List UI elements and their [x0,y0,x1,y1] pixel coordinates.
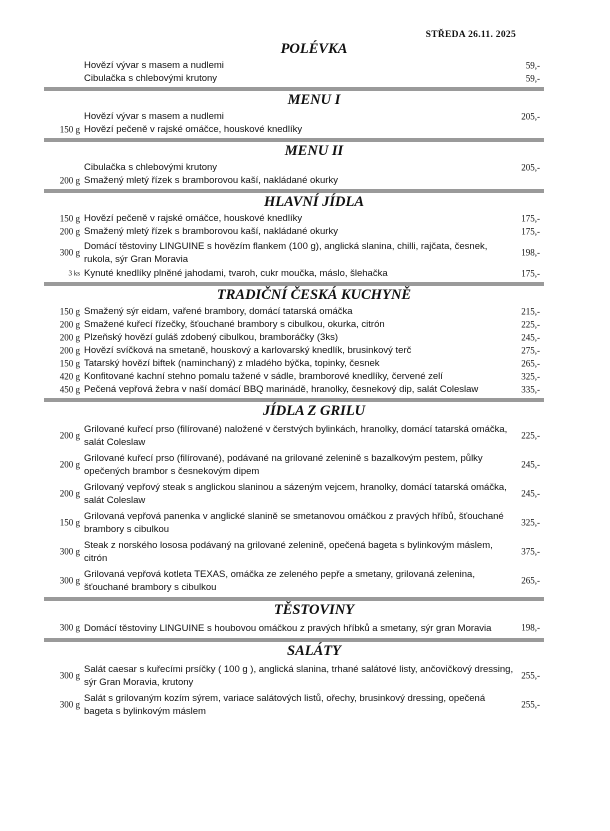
item-name: Smažené kuřecí řízečky, šťouchané brambory s cibulkou, okurka, citrón [84,319,385,330]
section-title: HLAVNÍ JÍDLA [263,194,365,210]
item-weight: 200 g [59,226,80,236]
item-name: Cibulačka s chlebovými krutony [84,73,218,84]
menu-item [44,212,544,225]
menu-item [44,110,544,123]
item-name: Salát caesar s kuřecími prsíčky ( 100 g ), anglická slanina, trhané salátové listy, ančovičkový dressing, sýr Gran Moravia, krutony [84,663,514,688]
section-title: POLÉVKA [280,41,348,57]
item-name: Salát s grilovaným kozím sýrem, variace salátových listů, ořechy, brusinkový dressing, opečená bageta s bylinkovým máslem [84,692,486,717]
item-weight: 200 g [59,175,80,185]
menu-item [44,508,544,537]
menu-item [44,620,544,636]
item-price: 205,- [521,162,540,172]
menu-item [44,72,544,85]
item-price: 205,- [521,111,540,121]
menu-item [44,344,544,357]
item-name: Pečená vepřová žebra v naší domácí BBQ marinádě, hranolky, česnekový dip, salát Coleslaw [84,384,479,395]
item-weight: 300 g [59,575,80,585]
item-price: 335,- [521,384,540,394]
item-weight: 200 g [59,345,80,355]
menu-item [44,331,544,344]
menu-item [44,421,544,450]
item-name: Steak z norského lososa podávaný na grilované zelenině, opečená bageta s bylinkovým máslem, citrón [84,539,493,564]
item-price: 215,- [521,306,540,316]
menu-item [44,174,544,187]
menu-item [44,225,544,238]
item-price: 325,- [521,517,540,527]
item-price: 225,- [521,430,540,440]
menu-item [44,238,544,267]
item-price: 59,- [525,60,540,70]
item-weight: 200 g [59,459,80,469]
item-name: Hovězí svíčková na smetaně, houskový a karlovarský knedlík, brusinkový terč [84,345,412,356]
item-weight: 150 g [59,306,80,316]
item-name: Grilovaný vepřový steak s anglickou slaninou a sázeným vejcem, hranolky, domácí tatarská omáčka, salát Coleslaw [84,481,507,506]
menu-item [44,479,544,508]
menu-item [44,318,544,331]
item-weight: 300 g [59,699,80,709]
item-name: Hovězí pečeně v rajské omáčce, houskové knedlíky [84,124,303,135]
menu-item [44,566,544,595]
item-price: 198,- [521,622,540,633]
item-name: Plzeňský hovězí guláš zdobený cibulkou, bramboráčky (3ks) [84,332,338,343]
item-name: Grilované kuřecí prso (filírované), podávané na grilované zelenině s bazalkovým pestem, půlky opečených brambor s česnekovým dipem [84,452,483,477]
item-price: 175,- [521,268,540,278]
item-name: Tatarský hovězí biftek (naminchaný) z mladého býčka, topinky, česnek [84,358,380,369]
item-price: 255,- [521,699,540,709]
item-weight: 200 g [59,319,80,329]
item-weight: 200 g [59,332,80,342]
item-name: Hovězí vývar s masem a nudlemi [84,60,224,71]
item-price: 59,- [525,73,540,83]
item-name: Domácí těstoviny LINGUINE s houbovou omáčkou z pravých hříbků a smetany, sýr gran Moravia [84,622,492,634]
menu-item [44,450,544,479]
item-weight: 450 g [59,384,80,394]
item-price: 175,- [521,213,540,223]
item-name: Grilovaná vepřová kotleta TEXAS, omáčka ze zeleného pepře a smetany, grilovaná zelenina, šťouchané brambory s cibulkou [84,568,475,593]
item-weight: 150 g [59,213,80,223]
item-weight: 300 g [59,622,80,633]
menu-item [44,267,544,280]
item-name: Grilovaná vepřová panenka v anglické slanině se smetanovou omáčkou z pravých hříbů, šťouchané brambory s cibulkou [84,510,504,535]
menu-item [44,370,544,383]
menu-item [44,357,544,370]
item-price: 245,- [521,459,540,469]
item-price: 325,- [521,371,540,381]
item-price: 265,- [521,358,540,368]
item-name: Hovězí pečeně v rajské omáčce, houskové knedlíky [84,213,303,224]
menu-date: STŘEDA 26.11. 2025 [425,30,516,40]
item-price: 255,- [521,670,540,680]
item-price: 245,- [521,332,540,342]
item-price: 175,- [521,226,540,236]
item-name: Smažený mletý řízek s bramborovou kaší, nakládané okurky [84,226,338,237]
item-price: 265,- [521,575,540,585]
item-name: Smažený sýr eidam, vařené brambory, domácí tatarská omáčka [84,306,353,317]
item-weight: 150 g [59,358,80,368]
item-weight: 200 g [59,430,80,440]
item-price: 245,- [521,488,540,498]
item-name: Kynuté knedlíky plněné jahodami, tvaroh, cukr moučka, máslo, šlehačka [84,268,388,279]
item-price: 198,- [521,247,540,257]
item-price: 275,- [521,345,540,355]
item-weight: 150 g [59,124,80,134]
menu-item [44,59,544,72]
item-weight: 150 g [59,517,80,527]
menu-item [44,305,544,318]
section-title: MENU I [287,92,341,108]
item-price: 225,- [521,319,540,329]
menu-item [44,661,544,690]
menu-item [44,123,544,136]
item-name: Cibulačka s chlebovými krutony [84,162,218,173]
item-name: Konfitované kachní stehno pomalu tažené v sádle, bramborové knedlíky, červené zelí [84,371,443,382]
item-name: Grilované kuřecí prso (filírované) naložené v čerstvých bylinkách, hranolky, domácí tatarská omáčka, salát Coleslaw [84,423,508,448]
item-name: Smažený mletý řízek s bramborovou kaší, nakládané okurky [84,175,338,186]
section-title: MENU II [284,143,344,159]
menu-item [44,537,544,566]
section-title: SALÁTY [287,643,341,659]
menu-item [44,383,544,396]
item-weight: 300 g [59,670,80,680]
daily-menu [44,40,544,719]
item-name: Domácí těstoviny LINGUINE s hovězím flankem (100 g), anglická slanina, chilli, rajčata, česnek, rukola, sýr Gran Moravia [84,240,488,265]
menu-item [44,690,544,719]
item-price: 375,- [521,546,540,556]
item-weight: 300 g [59,247,80,257]
item-weight: 3 ks [68,269,80,277]
item-weight: 200 g [59,488,80,498]
section-title: TĚSTOVINY [273,602,355,618]
item-weight: 300 g [59,546,80,556]
item-name: Hovězí vývar s masem a nudlemi [84,111,224,122]
menu-item [44,161,544,174]
section-title: TRADIČNÍ ČESKÁ KUCHYNĚ [216,287,412,303]
section-title: JÍDLA Z GRILU [262,403,366,419]
item-weight: 420 g [59,371,80,381]
